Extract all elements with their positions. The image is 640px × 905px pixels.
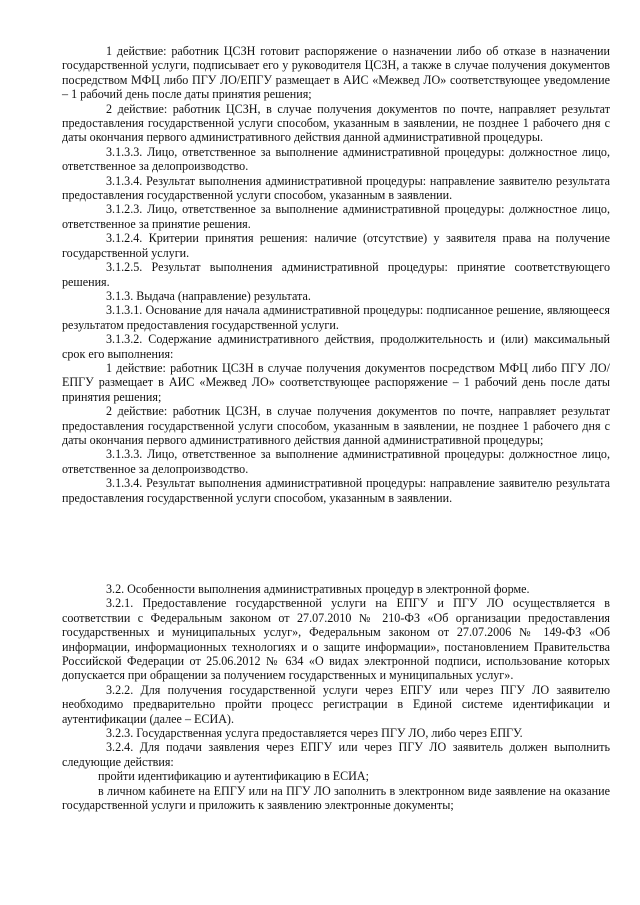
- paragraph: 3.2.4. Для подачи заявления через ЕПГУ или через ПГУ ЛО заявитель должен выполнить следующие действия:: [62, 740, 610, 769]
- paragraph: 3.1.2.4. Критерии принятия решения: наличие (отсутствие) у заявителя права на получение государственной услуги.: [62, 231, 610, 260]
- paragraph: 2 действие: работник ЦСЗН, в случае получения документов по почте, направляет результат предоставления государственной услуги способом, указанным в заявлении, не позднее 1 рабочего дня с даты окончания первого административного действия данной административной процедуры;: [62, 404, 610, 447]
- section-heading: 3.2. Особенности выполнения административных процедур в электронной форме.: [106, 582, 530, 596]
- paragraph: 3.1.3.3. Лицо, ответственное за выполнение административной процедуры: должностное лицо, ответственное за делопроизводство.: [62, 144, 610, 174]
- paragraph: 3.1.3.3. Лицо, ответственное за выполнение административной процедуры: должностное лицо, ответственное за делопроизводство.: [62, 447, 610, 476]
- paragraph: 3.1.3.1. Основание для начала административной процедуры: подписанное решение, являющееся результатом предоставления государственной услуги.: [62, 303, 610, 332]
- paragraph: 3.1.2.5. Результат выполнения административной процедуры: принятие соответствующего решения.: [62, 260, 610, 289]
- paragraph: 3.1.3.4. Результат выполнения административной процедуры: направление заявителю результата предоставления государственной услуги способом, указанным в заявлении.: [62, 173, 610, 203]
- paragraph: 1 действие: работник ЦСЗН в случае получения документов посредством МФЦ либо ПГУ ЛО/ЕПГУ размещает в АИС «Межвед ЛО» соответствующее распоряжение – 1 рабочий день после даты принятия решения;: [62, 360, 610, 404]
- paragraph: 3.1.3. Выдача (направление) результата.: [106, 288, 311, 303]
- document-body-bottom: [62, 582, 610, 813]
- paragraph: 1 действие: работник ЦСЗН готовит распоряжение о назначении либо об отказе в назначении государственной услуги, подписывает его у руководителя ЦСЗН, а также в случае получения документов посредством МФЦ либо ПГУ ЛО/ЕПГУ размещает в АИС «Межвед ЛО» соответствующее уведомление – 1 рабочий день после даты принятия решения;: [62, 44, 610, 102]
- paragraph: 3.1.3.2. Содержание административного действия, продолжительность и (или) максимальный срок его выполнения:: [62, 332, 610, 361]
- paragraph: 3.1.2.3. Лицо, ответственное за выполнение административной процедуры: должностное лицо, ответственное за принятие решения.: [62, 202, 610, 231]
- document-body-top: [62, 44, 610, 505]
- list-item: в личном кабинете на ЕПГУ или на ПГУ ЛО заполнить в электронном виде заявление на оказание государственной услуги и приложить к заявлению электронные документы;: [62, 783, 610, 813]
- paragraph: 3.1.3.4. Результат выполнения административной процедуры: направление заявителю результата предоставления государственной услуги способом, указанным в заявлении.: [62, 476, 610, 505]
- list-item: пройти идентификацию и аутентификацию в ЕСИА;: [98, 769, 369, 784]
- paragraph: 3.2.3. Государственная услуга предоставляется через ПГУ ЛО, либо через ЕПГУ.: [106, 726, 523, 741]
- paragraph: 2 действие: работник ЦСЗН, в случае получения документов по почте, направляет результат предоставления государственной услуги способом, указанным в заявлении, не позднее 1 рабочего дня с даты окончания первого административного действия данной административной процедуры.: [62, 101, 610, 145]
- paragraph: 3.2.1. Предоставление государственной услуги на ЕПГУ и ПГУ ЛО осуществляется в соответствии с Федеральным законом от 27.07.2010 № 210-ФЗ «Об организации предоставления государственных и муниципальных услуг», Федеральным законом от 27.07.2006 № 149-ФЗ «Об информации, информационных технологиях и о защите информации», постановлением Правительства Российской Федерации от 25.06.2012 № 634 «О видах электронной подписи, использование которых допускается при обращении за получением государственных и муниципальных услуг».: [62, 596, 610, 683]
- paragraph: 3.2.2. Для получения государственной услуги через ЕПГУ или через ПГУ ЛО заявителю необходимо предварительно пройти процесс регистрации в Единой системе идентификации и аутентификации (далее – ЕСИА).: [62, 682, 610, 726]
